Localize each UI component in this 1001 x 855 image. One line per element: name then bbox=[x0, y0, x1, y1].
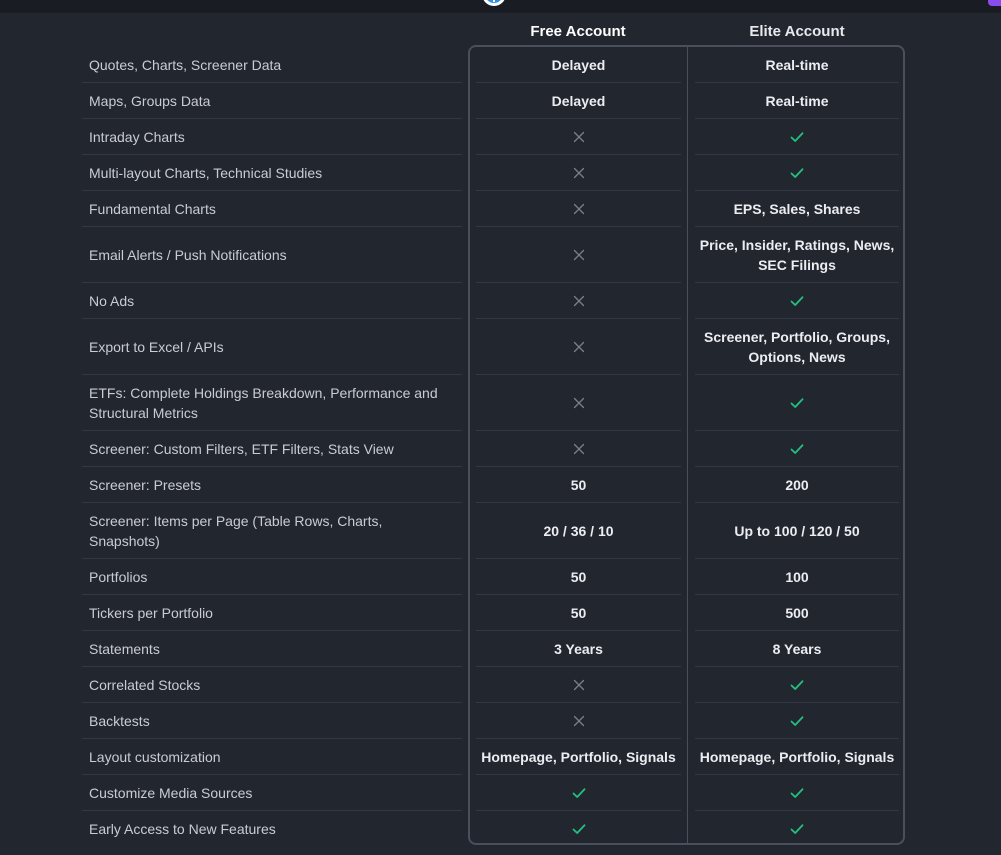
free-cell bbox=[476, 431, 681, 467]
cross-icon bbox=[572, 340, 586, 354]
free-cell bbox=[476, 775, 681, 811]
free-cell bbox=[476, 191, 681, 227]
feature-label: Screener: Presets bbox=[82, 467, 462, 503]
elite-cell bbox=[695, 703, 899, 739]
cell-value: 8 Years bbox=[772, 640, 822, 657]
feature-label: Correlated Stocks bbox=[82, 667, 462, 703]
free-cell bbox=[476, 119, 681, 155]
cross-icon bbox=[572, 130, 586, 144]
check-icon bbox=[790, 166, 804, 180]
check-icon bbox=[790, 714, 804, 728]
cell-value: 3 Years bbox=[554, 640, 603, 657]
free-cell bbox=[476, 375, 681, 431]
table-row bbox=[0, 47, 1001, 83]
cross-icon bbox=[572, 714, 586, 728]
table-row bbox=[0, 667, 1001, 703]
elite-cell bbox=[695, 811, 899, 847]
cell-value: 50 bbox=[570, 604, 587, 621]
free-cell bbox=[476, 319, 681, 375]
table-row bbox=[0, 119, 1001, 155]
free-cell bbox=[476, 47, 681, 83]
free-cell bbox=[476, 631, 681, 667]
cell-value: 50 bbox=[570, 476, 587, 493]
cell-value: Up to 100 / 120 / 50 bbox=[734, 522, 860, 539]
check-icon bbox=[790, 786, 804, 800]
elite-cell bbox=[695, 775, 899, 811]
elite-cell bbox=[695, 375, 899, 431]
free-cell bbox=[476, 595, 681, 631]
cell-value: 200 bbox=[785, 476, 809, 493]
free-cell bbox=[476, 283, 681, 319]
cell-value: 500 bbox=[785, 604, 809, 621]
cell-value: 100 bbox=[785, 568, 809, 585]
table-row bbox=[0, 467, 1001, 503]
table-row bbox=[0, 811, 1001, 847]
table-row bbox=[0, 283, 1001, 319]
feature-label: Maps, Groups Data bbox=[82, 83, 462, 119]
feature-label: Intraday Charts bbox=[82, 119, 462, 155]
cell-value: Real-time bbox=[765, 56, 829, 73]
feature-label: Multi-layout Charts, Technical Studies bbox=[82, 155, 462, 191]
elite-cell bbox=[695, 467, 899, 503]
free-cell bbox=[476, 739, 681, 775]
table-row bbox=[0, 155, 1001, 191]
table-row bbox=[0, 83, 1001, 119]
table-row bbox=[0, 503, 1001, 559]
cell-value: 20 / 36 / 10 bbox=[543, 522, 614, 539]
cell-value: EPS, Sales, Shares bbox=[733, 200, 861, 217]
promo-badge[interactable] bbox=[988, 0, 1001, 6]
elite-cell bbox=[695, 155, 899, 191]
elite-cell bbox=[695, 739, 899, 775]
table-row bbox=[0, 191, 1001, 227]
feature-label: Customize Media Sources bbox=[82, 775, 462, 811]
check-icon bbox=[790, 822, 804, 836]
feature-label: Email Alerts / Push Notifications bbox=[82, 227, 462, 283]
elite-cell bbox=[695, 227, 899, 283]
cell-value: Screener, Portfolio, Groups, Options, News bbox=[704, 328, 890, 365]
free-cell bbox=[476, 155, 681, 191]
feature-label: No Ads bbox=[82, 283, 462, 319]
elite-account-header: Elite Account bbox=[749, 23, 845, 40]
free-account-header: Free Account bbox=[530, 23, 626, 40]
check-icon bbox=[790, 294, 804, 308]
cross-icon bbox=[572, 294, 586, 308]
elite-cell bbox=[695, 667, 899, 703]
cell-value: 50 bbox=[570, 568, 587, 585]
feature-label: Tickers per Portfolio bbox=[82, 595, 462, 631]
free-cell bbox=[476, 667, 681, 703]
elite-cell bbox=[695, 631, 899, 667]
free-cell bbox=[476, 83, 681, 119]
check-icon bbox=[790, 130, 804, 144]
check-icon bbox=[790, 678, 804, 692]
free-cell bbox=[476, 811, 681, 847]
free-cell bbox=[476, 467, 681, 503]
cross-icon bbox=[572, 442, 586, 456]
elite-cell bbox=[695, 595, 899, 631]
table-row bbox=[0, 319, 1001, 375]
feature-label: Statements bbox=[82, 631, 462, 667]
table-row bbox=[0, 559, 1001, 595]
free-cell bbox=[476, 227, 681, 283]
cell-value: Price, Insider, Ratings, News, SEC Filings bbox=[699, 236, 895, 273]
cell-value: Homepage, Portfolio, Signals bbox=[481, 748, 676, 765]
feature-label: Backtests bbox=[82, 703, 462, 739]
table-row bbox=[0, 739, 1001, 775]
elite-cell bbox=[695, 559, 899, 595]
feature-label: Screener: Custom Filters, ETF Filters, Stats View bbox=[82, 431, 462, 467]
check-icon bbox=[790, 442, 804, 456]
feature-label: Fundamental Charts bbox=[82, 191, 462, 227]
cell-value: Real-time bbox=[765, 92, 829, 109]
top-navigation-bar bbox=[0, 0, 1001, 13]
elite-cell bbox=[695, 83, 899, 119]
feature-label: Quotes, Charts, Screener Data bbox=[82, 47, 462, 83]
elite-cell bbox=[695, 319, 899, 375]
elite-cell bbox=[695, 431, 899, 467]
free-cell bbox=[476, 559, 681, 595]
feature-label: Portfolios bbox=[82, 559, 462, 595]
cross-icon bbox=[572, 202, 586, 216]
cross-icon bbox=[572, 166, 586, 180]
table-row bbox=[0, 431, 1001, 467]
check-icon bbox=[572, 786, 586, 800]
cell-value: Homepage, Portfolio, Signals bbox=[699, 748, 895, 765]
free-cell bbox=[476, 703, 681, 739]
feature-label: ETFs: Complete Holdings Breakdown, Performance and Structural Metrics bbox=[82, 375, 462, 431]
elite-cell bbox=[695, 47, 899, 83]
cross-icon bbox=[572, 678, 586, 692]
elite-cell bbox=[695, 503, 899, 559]
feature-label: Layout customization bbox=[82, 739, 462, 775]
check-icon bbox=[790, 396, 804, 410]
cross-icon bbox=[572, 248, 586, 262]
elite-cell bbox=[695, 283, 899, 319]
table-row bbox=[0, 227, 1001, 283]
table-row bbox=[0, 375, 1001, 431]
table-row bbox=[0, 631, 1001, 667]
table-row bbox=[0, 595, 1001, 631]
check-icon bbox=[572, 822, 586, 836]
cross-icon bbox=[572, 396, 586, 410]
free-cell bbox=[476, 503, 681, 559]
feature-label: Screener: Items per Page (Table Rows, Charts, Snapshots) bbox=[82, 503, 462, 559]
cell-value: Delayed bbox=[551, 92, 606, 109]
logo-icon[interactable] bbox=[482, 0, 506, 6]
table-row bbox=[0, 775, 1001, 811]
cell-value: Delayed bbox=[551, 56, 606, 73]
feature-label: Early Access to New Features bbox=[89, 821, 276, 837]
elite-cell bbox=[695, 191, 899, 227]
elite-cell bbox=[695, 119, 899, 155]
feature-label: Export to Excel / APIs bbox=[82, 319, 462, 375]
table-row bbox=[0, 703, 1001, 739]
